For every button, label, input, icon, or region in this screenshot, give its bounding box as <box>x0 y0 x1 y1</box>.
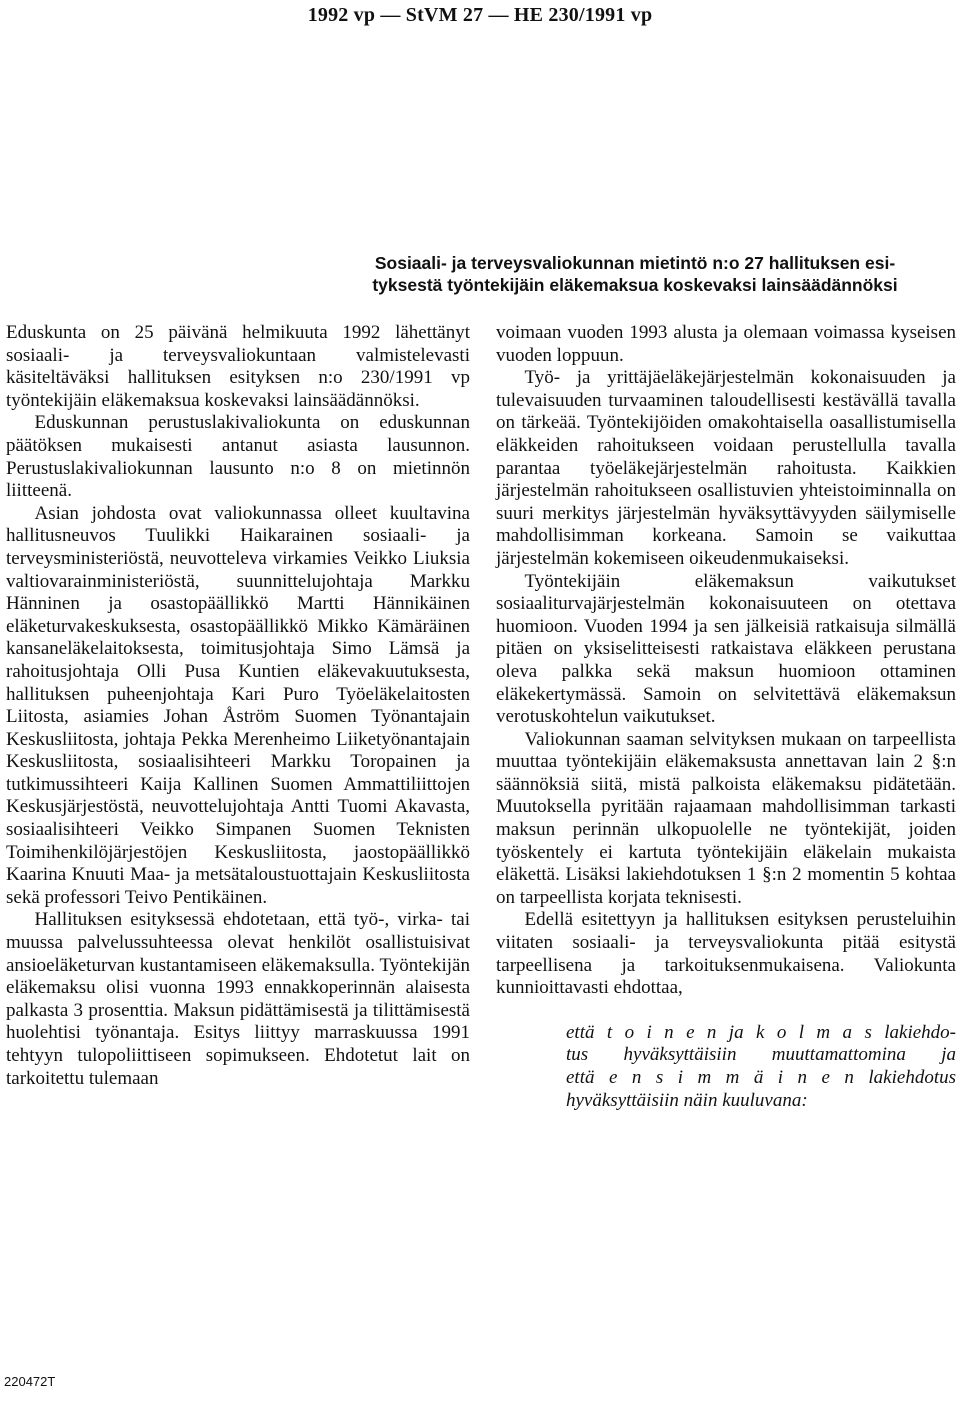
paragraph-amendment-need: Valiokunnan saaman selvityksen mukaan on tarpeellista muuttaa työntekijäin eläkemaksusta annettavan lain 2 §:n säännöksiä siitä, mistä palkoista eläkemaksu pidätetään. Muutoksella pyritään rajaamaan mahdollisimman tarkasti maksun perinnän ulkopuolelle ne työntekijät, joiden työskentely ei kartuta työntekijäin eläkelain mukaista eläkettä. Lisäksi lakiehdotuksen 1 §:n 2 momentin 5 kohtaa on tarpeellista korjata teknisesti. <box>496 728 956 908</box>
proposal-line-3: että e n s i m m ä i n e n lakiehdotus <box>566 1067 956 1088</box>
left-column <box>6 322 470 1090</box>
document-title-line-1: Sosiaali- ja terveysvaliokunnan mietintö n:o 27 hallituksen esi- <box>374 253 896 273</box>
running-header: 1992 vp — StVM 27 — HE 230/1991 vp <box>307 4 653 26</box>
print-code: 220472T <box>4 1374 56 1389</box>
document-title <box>320 252 950 296</box>
paragraph-constitutional-committee: Eduskunnan perustuslakivaliokunta on eduskunnan päätöksen mukaisesti antanut asiasta lausunnon. Perustuslakivaliokunnan lausunto n:o 8 on mietinnön liitteenä. <box>6 412 470 502</box>
committee-proposal <box>496 1022 956 1112</box>
paragraph-government-proposal: Hallituksen esityksessä ehdotetaan, että työ-, virka- tai muussa palvelussuhteessa olevat henkilöt osallistuisivat ansioeläketurvan kustantamiseen eläkemaksulla. Työntekijän eläkemaksu olisi vuonna 1993 ennakkoperinnän alaisesta palkasta 3 prosenttia. Maksun pidättämisestä ja tilittämisestä huolehtisi työnantaja. Esitys liittyy marraskuussa 1991 tehtyyn tulopoliittiseen sopimukseen. Ehdotetut lait on tarkoitettu tulemaan <box>6 909 470 1089</box>
paragraph-social-security-effects: Työntekijäin eläkemaksun vaikutukset sosiaaliturvajärjestelmän kokonaisuuteen on otettava huomioon. Vuoden 1994 ja sen jälkeisiä ratkaisuja silmällä pitäen on yksiselitteisesti ratkaistava eläkkeen perustana oleva palkka sekä maksun huomioon ottaminen eläkekertymässä. Samoin on selvitettävä eläkemaksun verotuskohtelun vaikutukset. <box>496 570 956 728</box>
paragraph-committee-conclusion: Edellä esitettyyn ja hallituksen esityksen perusteluihin viitaten sosiaali- ja terveysvaliokunta pitää esitystä tarpeellisena ja tarkoituksenmukaisena. Valiokunta kunnioittavasti ehdottaa, <box>496 909 956 999</box>
right-column <box>496 322 956 1112</box>
proposal-line-2: tus hyväksyttäisiin muuttamattomina ja <box>566 1044 956 1066</box>
document-title-line-2: tyksestä työntekijäin eläkemaksua koskevaksi lainsäädännöksi <box>372 275 898 295</box>
paragraph-referral: Eduskunta on 25 päivänä helmikuuta 1992 lähettänyt sosiaali- ja terveysvaliokuntaan valmistelevasti käsiteltäväksi hallituksen esityksen n:o 230/1991 vp työntekijäin eläkemaksua koskevaksi lainsäädännöksi. <box>6 322 470 411</box>
paragraph-continuation: voimaan vuoden 1993 alusta ja olemaan voimassa kyseisen vuoden loppuun. <box>496 322 956 366</box>
proposal-line-4: hyväksyttäisiin näin kuuluvana: <box>566 1089 808 1111</box>
paragraph-pension-system: Työ- ja yrittäjäeläkejärjestelmän kokonaisuuden ja tulevaisuuden turvaaminen taloudellisesti kestävällä tavalla on tärkeää. Työntekijöiden omakohtaisella oasallistumisella eläkkeiden rahoitukseen voidaan perustellulla tavalla parantaa työeläkejärjestelmän rahoitusta. Kaikkien järjestelmän rahoitukseen osallistuvien yhteistoiminnalla on suuri merkitys järjestelmän hyväksyttävyyden säilymiselle mahdollisimman korkeana. Samoin se vaikuttaa järjestelmän kokemiseen oikeudenmukaiseksi. <box>496 367 956 569</box>
proposal-line-1: että t o i n e n ja k o l m a s lakiehdo- <box>566 1021 956 1043</box>
paragraph-experts-heard: Asian johdosta ovat valiokunnassa olleet kuultavina hallitusneuvos Tuulikki Haikarainen sosiaali- ja terveysministeriöstä, neuvotteleva virkamies Veikko Liuksia valtiovarainministeriöstä, suunnittelujohtaja Markku Hänninen ja osastopäällikkö Martti Hännikäinen eläketurvakeskuksesta, osastopäällikkö Mikko Kämäräinen kansaneläkelaitoksesta, toimitusjohtaja Simo Lämsä ja rahoitusjohtaja Olli Pusa Kuntien eläkevakuutuksesta, hallituksen puheenjohtaja Kari Puro Työeläkelaitosten Liitosta, asiamies Johan Åström Suomen Työnantajain Keskusliitosta, johtaja Pekka Merenheimo Liiketyönantajain Keskusliitosta, sosiaalisihteeri Markku Toropainen ja tutkimussihteeri Kaija Kallinen Suomen Ammattiliittojen Keskusjärjestöstä, neuvottelujohtaja Antti Tuomi Akavasta, sosiaalisihteeri Veikko Simpanen Suomen Teknisten Toimihenkilöjärjestöjen Keskusliitosta, jaostopäällikkö Kaarina Knuuti Maa- ja metsätaloustuottajain Keskusliitosta sekä professori Teivo Pentikäinen. <box>6 502 470 908</box>
